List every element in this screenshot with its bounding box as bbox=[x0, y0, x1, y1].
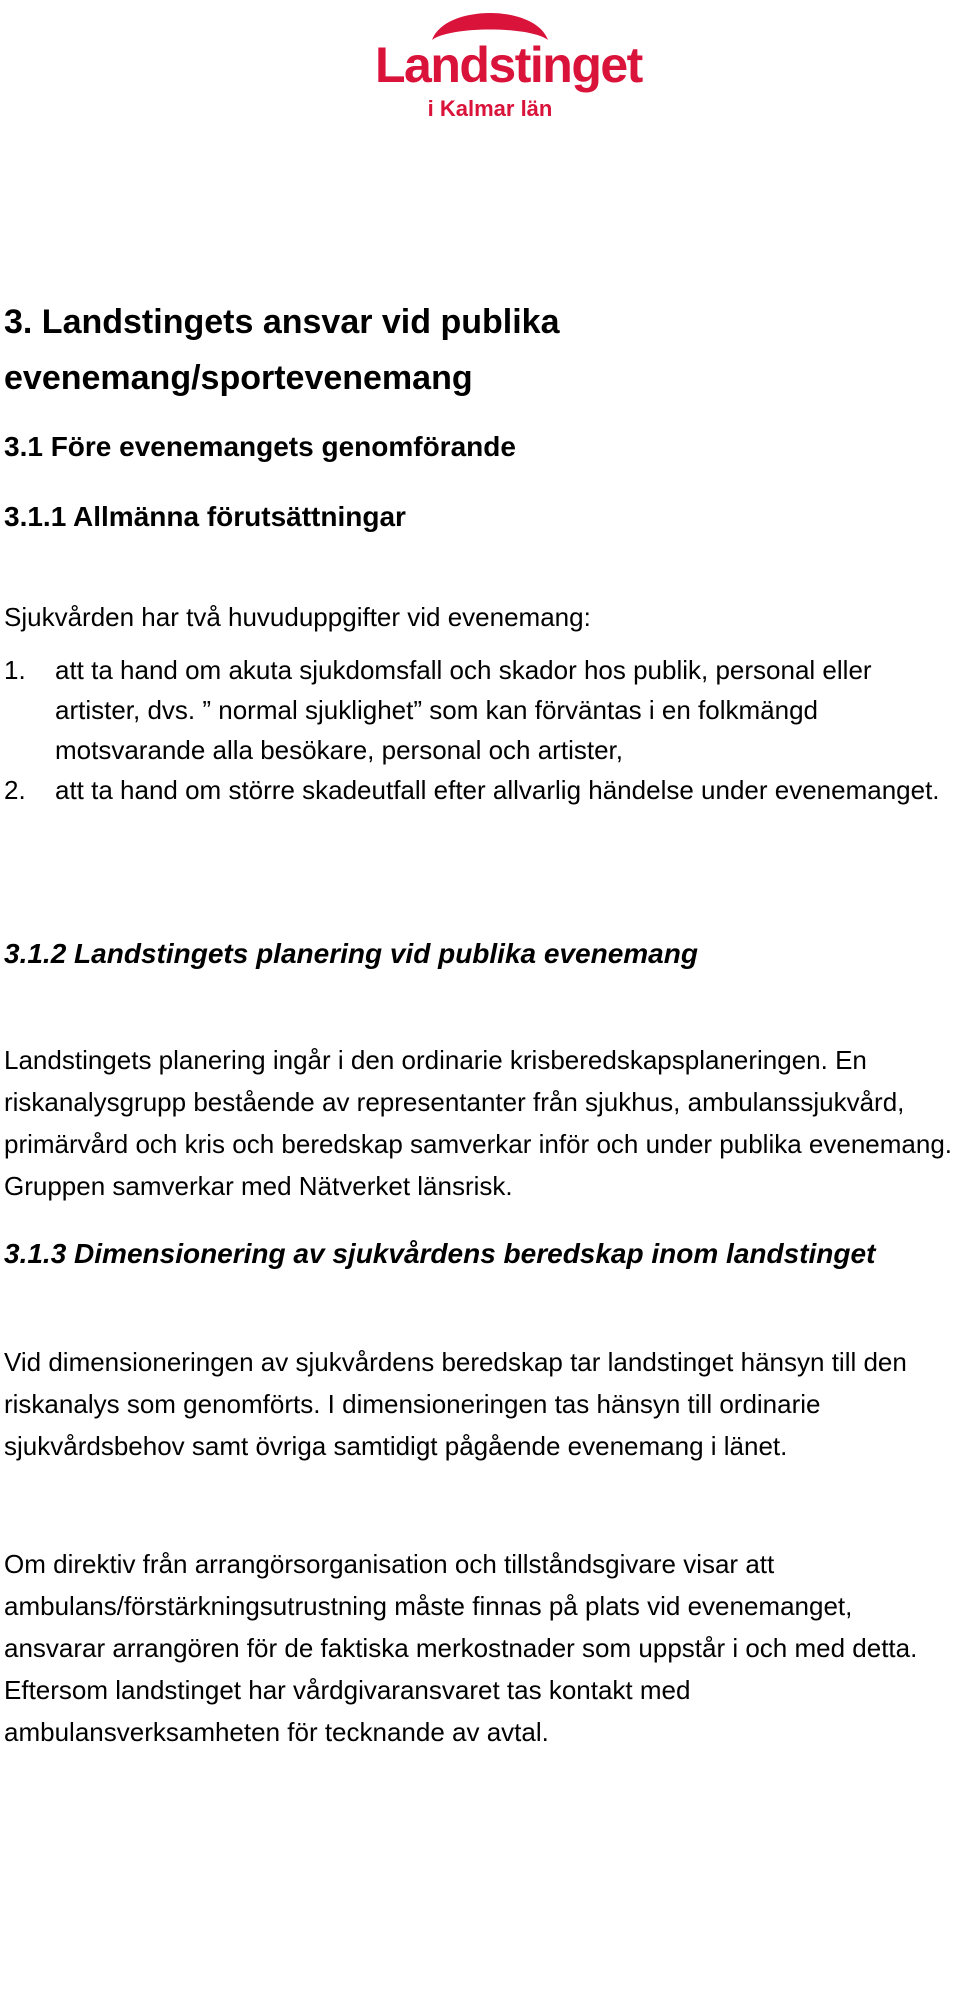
list-item-number: 2. bbox=[4, 775, 26, 805]
list-item-text: att ta hand om akuta sjukdomsfall och skador hos publik, personal eller artister, dvs. ” normal sjuklighet” som kan förväntas i en folkmängd motsvarande alla besökare, personal och artister, bbox=[55, 655, 872, 765]
heading-section-3-1: 3.1 Före evenemangets genomförande bbox=[4, 431, 516, 462]
landstinget-logo bbox=[375, 0, 642, 125]
logo-main-text: Landstinget bbox=[375, 37, 642, 93]
heading-section-3: 3. Landstingets ansvar vid publika evenemang/sportevenemang bbox=[4, 303, 560, 397]
heading-section-3-1-1: 3.1.1 Allmänna förutsättningar bbox=[4, 501, 406, 532]
list-item bbox=[4, 770, 956, 810]
intro-paragraph: Sjukvården har två huvuduppgifter vid evenemang: bbox=[4, 602, 591, 632]
heading-section-3-1-2: 3.1.2 Landstingets planering vid publika evenemang bbox=[4, 938, 698, 969]
paragraph-directive: Om direktiv från arrangörsorganisation och tillståndsgivare visar att ambulans/förstärkningsutrustning måste finnas på plats vid evenemanget, ansvarar arrangören för de faktiska merkostnader som uppstår i och med detta. Eftersom landstinget har vårdgivaransvaret tas kontakt med ambulansverksamheten för tecknande av avtal. bbox=[4, 1549, 918, 1747]
heading-section-3-1-3: 3.1.3 Dimensionering av sjukvårdens beredskap inom landstinget bbox=[4, 1238, 876, 1269]
paragraph-dimensioning: Vid dimensioneringen av sjukvårdens beredskap tar landstinget hänsyn till den riskanalys som genomförts. I dimensioneringen tas hänsyn till ordinarie sjukvårdsbehov samt övriga samtidigt pågående evenemang i länet. bbox=[4, 1347, 907, 1461]
list-item-text: att ta hand om större skadeutfall efter allvarlig händelse under evenemanget. bbox=[55, 775, 940, 805]
list-item bbox=[4, 650, 956, 770]
task-list bbox=[4, 650, 956, 810]
document-body bbox=[4, 294, 956, 1753]
logo-sub-text: i Kalmar län bbox=[427, 96, 553, 121]
paragraph-planning: Landstingets planering ingår i den ordinarie krisberedskapsplaneringen. En riskanalysgrupp bestående av representanter från sjukhus, ambulanssjukvård, primärvård och kris och beredskap samverkar inför och under publika evenemang. Gruppen samverkar med Nätverket länsrisk. bbox=[4, 1045, 953, 1201]
list-item-number: 1. bbox=[4, 655, 26, 685]
